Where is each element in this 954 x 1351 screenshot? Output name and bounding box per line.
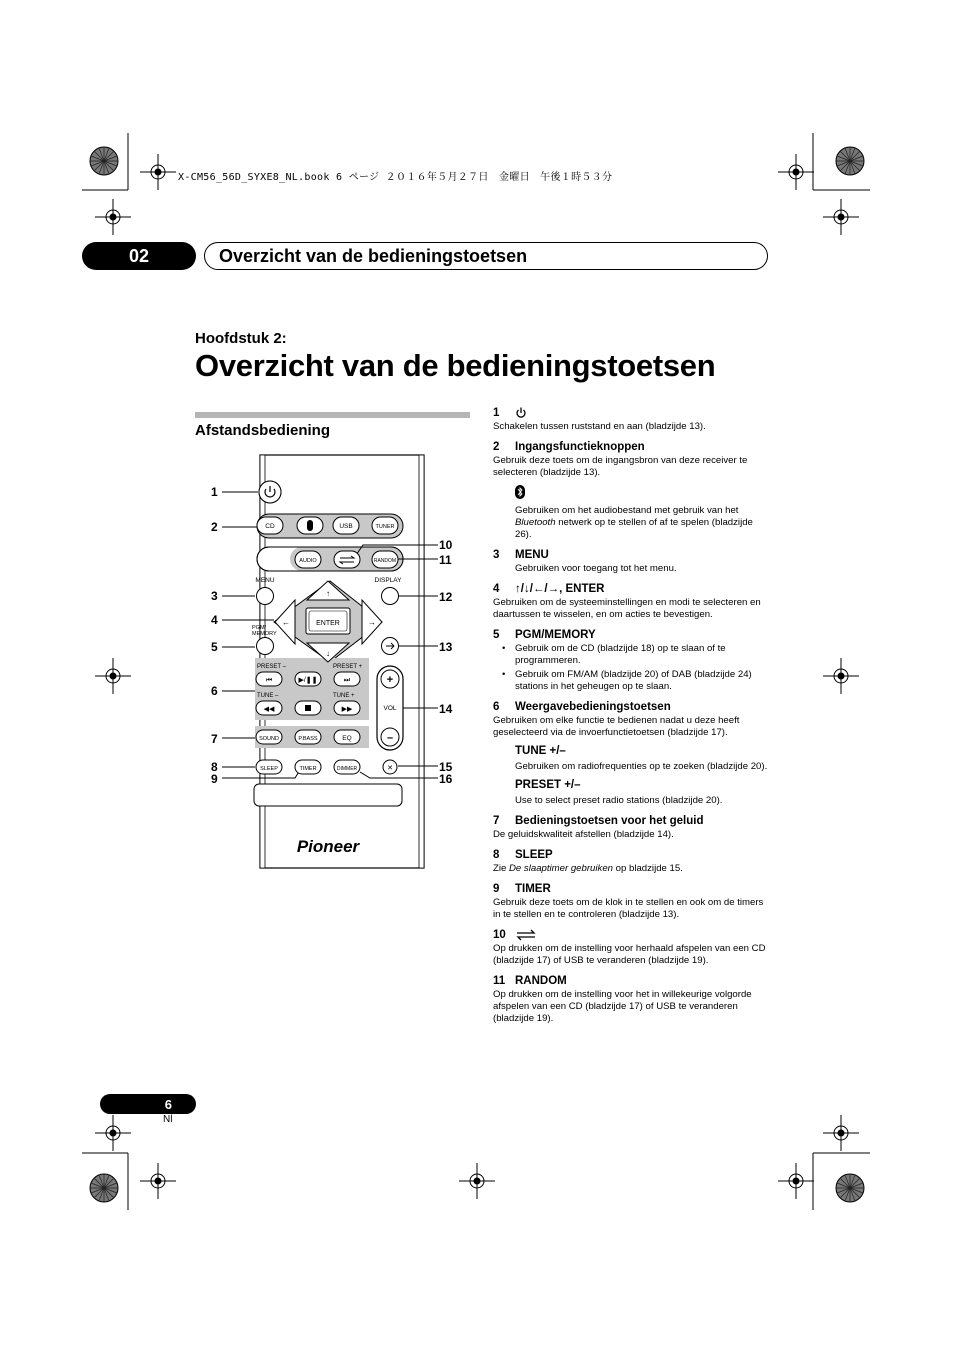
callout-16: 16: [439, 772, 453, 786]
remote-pgm-memory-button[interactable]: [257, 638, 274, 655]
item-8-text: Zie De slaaptimer gebruiken op bladzijde 15.: [493, 863, 683, 874]
list-item: • Gebruik om de CD (bladzijde 18) op te slaan of te programmeren.: [493, 643, 768, 667]
remote-forward-button[interactable]: [334, 701, 360, 715]
remote-usb-button[interactable]: [333, 517, 359, 534]
item-2-bluetooth: [493, 485, 768, 541]
remote-tuner-button[interactable]: [372, 517, 398, 534]
tune-plus-label: TUNE +: [333, 693, 355, 699]
repeat-icon: [515, 929, 537, 941]
preset-plus-label: PRESET +: [333, 664, 363, 670]
svg-text:+: +: [386, 674, 394, 686]
chapter-label: Hoofdstuk 2:: [195, 330, 287, 347]
remote-dimmer-button[interactable]: [334, 760, 360, 774]
dimmer-label: DIMMER: [336, 766, 358, 772]
chapter-running-title: [204, 242, 768, 270]
section-divider: [195, 412, 470, 418]
vol-label: VOL: [383, 705, 397, 712]
svg-text:–: –: [386, 732, 394, 744]
callout-9: 9: [211, 772, 218, 786]
callout-11: 11: [439, 553, 452, 567]
remote-rewind-button[interactable]: [256, 701, 282, 715]
callout-1: 1: [211, 485, 218, 499]
preset-minus-label: PRESET –: [257, 664, 286, 670]
remote-enter-button[interactable]: [306, 608, 350, 634]
bluetooth-icon: [515, 485, 525, 499]
item-1-heading: 1: [493, 407, 768, 419]
item-5-bullets: [493, 643, 768, 693]
eq-label: EQ: [342, 735, 352, 742]
usb-label: USB: [339, 523, 353, 530]
list-item: • Gebruik om FM/AM (bladzijde 20) of DAB (bladzijde 24) stations in het geheugen op te slaan.: [493, 669, 768, 693]
callout-6: 6: [211, 684, 218, 698]
remote-menu-button[interactable]: [257, 588, 274, 605]
page-number-badge: 6: [100, 1094, 196, 1114]
item-4-heading: 4 ↑/↓/←/→, ENTER: [493, 583, 605, 595]
item-2-heading: 2 Ingangsfunctieknoppen: [493, 441, 645, 453]
enter-label: ENTER: [316, 620, 340, 627]
remote-sleep-button[interactable]: [256, 760, 282, 774]
button-descriptions: [493, 407, 768, 1025]
item-11-heading: 11 RANDOM: [493, 975, 567, 987]
callout-14: 14: [439, 702, 453, 716]
item-6-heading: 6 Weergavebedieningstoetsen: [493, 701, 671, 713]
item-7-heading: 7 Bedieningstoetsen voor het geluid: [493, 815, 704, 827]
remote-repeat-button[interactable]: [334, 551, 360, 568]
section-title: Afstandsbediening: [195, 422, 331, 439]
chapter-number-badge: 02: [82, 242, 196, 270]
remote-bluetooth-button[interactable]: [297, 517, 323, 534]
page-title: Overzicht van de bedieningstoetsen: [195, 348, 716, 383]
remote-mute-button[interactable]: [383, 760, 397, 774]
random-label: RANDOM: [373, 558, 397, 564]
cd-label: CD: [265, 523, 275, 530]
callout-5: 5: [211, 640, 218, 654]
callout-3: 3: [211, 589, 218, 603]
item-9-text: Gebruik deze toets om de klok in te stellen en ook om de timers in te stellen en te controleren (bladzijde 13).: [493, 897, 764, 920]
remote-next-button[interactable]: [334, 672, 360, 686]
svg-text:↓: ↓: [326, 649, 330, 658]
callout-4: 4: [211, 613, 218, 627]
tune-minus-label: TUNE –: [257, 693, 279, 699]
remote-cd-button[interactable]: [257, 517, 283, 534]
bluetooth-icon: [307, 520, 313, 531]
remote-timer-button[interactable]: [295, 760, 321, 774]
pgm-label-2: MEMORY: [252, 631, 277, 637]
callout-10: 10: [439, 538, 453, 552]
item-8-heading: 8 SLEEP: [493, 849, 553, 861]
remote-control-illustration: [200, 448, 460, 878]
callout-7: 7: [211, 732, 218, 746]
item-4-text: Gebruiken om de systeeminstellingen en modi te selecteren en daartussen te wisselen, en om acties te bevestigen.: [493, 597, 761, 620]
remote-sound-button[interactable]: [256, 730, 282, 744]
pgm-label-1: PGM/: [252, 625, 267, 631]
item-10-heading: 10: [493, 929, 768, 941]
remote-prev-button[interactable]: [256, 672, 282, 686]
display-label: DISPLAY: [374, 577, 402, 584]
item-11-text: Op drukken om de instelling voor het in willekeurige volgorde afspelen van een CD (bladzijde 17) of USB te veranderen (bladzijde 19).: [493, 989, 752, 1024]
svg-text:▶/❚❚: ▶/❚❚: [298, 677, 318, 684]
svg-text:⏭: ⏭: [343, 677, 351, 684]
item-6-sub2-heading: PRESET +/–: [515, 779, 581, 791]
power-icon: [515, 407, 527, 419]
audio-label: AUDIO: [299, 558, 317, 564]
menu-label: MENU: [255, 577, 275, 584]
print-header: X-CM56_56D_SYXE8_NL.book 6 ページ ２０１６年５月２７日 金曜日 午後１時５３分: [178, 172, 613, 183]
remote-random-button[interactable]: [372, 551, 398, 568]
remote-play-pause-button[interactable]: [295, 672, 321, 686]
pioneer-logo: Pioneer: [296, 837, 360, 856]
callout-8: 8: [211, 760, 218, 774]
remote-pbass-button[interactable]: [295, 730, 321, 744]
svg-text:⏮: ⏮: [265, 677, 273, 684]
item-10-text: Op drukken om de instelling voor herhaald afspelen van een CD (bladzijde 17) of USB te veranderen (bladzijde 19).: [493, 943, 766, 966]
svg-text:→: →: [368, 618, 376, 627]
tuner-label: TUNER: [375, 524, 395, 530]
item-1-text: Schakelen tussen ruststand en aan (bladzijde 13).: [493, 421, 706, 432]
item-6-sub1-heading: TUNE +/–: [515, 745, 566, 757]
remote-display-button[interactable]: [382, 588, 399, 605]
item-7-text: De geluidskwaliteit afstellen (bladzijde 14).: [493, 829, 674, 840]
timer-label: TIMER: [299, 766, 317, 772]
item-9-heading: 9 TIMER: [493, 883, 551, 895]
callout-13: 13: [439, 640, 453, 654]
callout-15: 15: [439, 760, 453, 774]
pbass-label: P.BASS: [298, 736, 318, 742]
item-2-bluetooth-text: Gebruiken om het audiobestand met gebruik van het Bluetooth netwerk op te stellen of af te spelen (bladzijde 26).: [515, 505, 753, 540]
callout-2: 2: [211, 520, 218, 534]
item-2-text: Gebruik deze toets om de ingangsbron van deze receiver te selecteren (bladzijde 13).: [493, 455, 748, 478]
item-3-heading: 3 MENU: [493, 549, 549, 561]
svg-text:←: ←: [282, 618, 290, 627]
remote-audio-button[interactable]: [295, 551, 321, 568]
page-language: Nl: [163, 1114, 173, 1125]
callout-12: 12: [439, 590, 453, 604]
item-5-heading: 5 PGM/MEMORY: [493, 629, 596, 641]
sleep-label: SLEEP: [260, 766, 278, 772]
mute-icon: ✕: [387, 765, 393, 772]
sound-label: SOUND: [259, 736, 279, 742]
remote-eq-button[interactable]: [334, 730, 360, 744]
svg-text:◀◀: ◀◀: [263, 706, 275, 713]
remote-stop-button[interactable]: [295, 701, 321, 715]
item-6-sub2-text: Use to select preset radio stations (bladzijde 20).: [515, 795, 723, 806]
svg-text:↑: ↑: [326, 589, 330, 598]
item-6-text: Gebruiken om elke functie te bedienen nadat u deze heeft geselecteerd via de invoerfunctietoetsen (bladzijde 17).: [493, 715, 740, 738]
chapter-running-title-text: Overzicht van de bedieningstoetsen: [219, 245, 528, 266]
svg-text:▶▶: ▶▶: [341, 706, 353, 713]
item-6-sub1-text: Gebruiken om radiofrequenties op te zoeken (bladzijde 20).: [515, 761, 768, 772]
item-3-text: Gebruiken voor toegang tot het menu.: [515, 563, 677, 574]
